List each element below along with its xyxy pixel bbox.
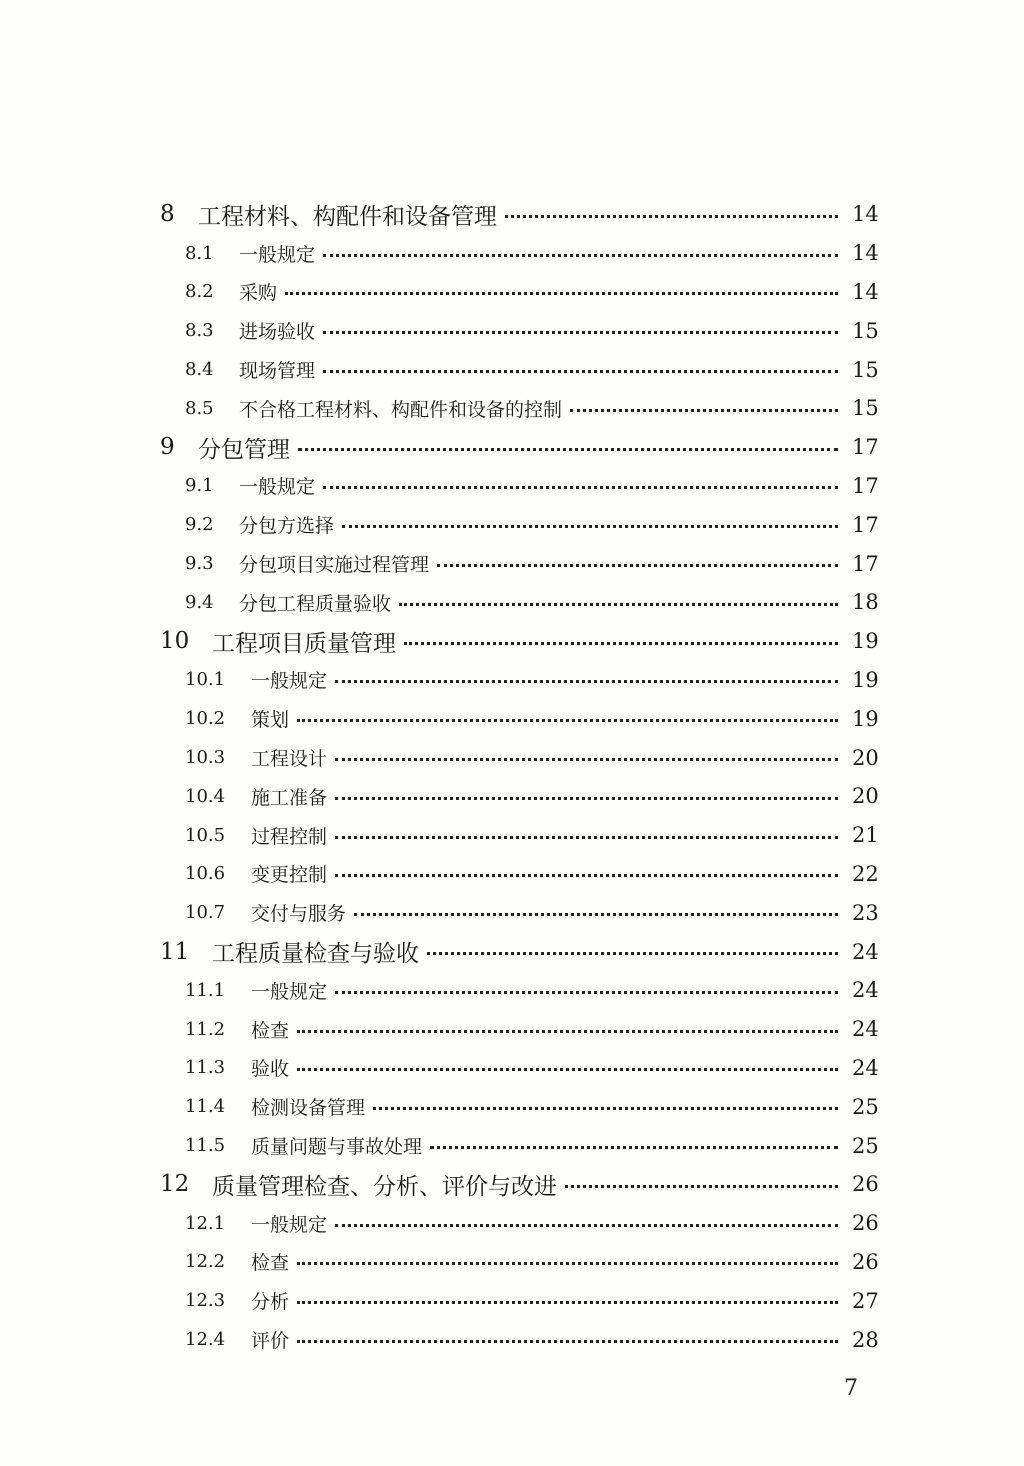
toc-section-entry	[160, 1204, 878, 1243]
toc-entry-title: 一般规定	[239, 243, 316, 266]
toc-dot-leader	[323, 370, 838, 373]
toc-dot-leader	[285, 292, 838, 295]
toc-section-entry	[160, 583, 878, 622]
toc-entry-page: 27	[852, 1288, 879, 1313]
toc-chapter-entry	[160, 195, 878, 234]
toc-entry-page: 15	[852, 396, 879, 421]
toc-entry-page: 17	[852, 473, 879, 498]
toc-entry-number: 8.2	[185, 281, 214, 303]
toc-section-entry	[160, 816, 878, 855]
toc-section-entry	[160, 234, 878, 273]
toc-entry-title: 分包项目实施过程管理	[239, 554, 430, 577]
toc-dot-leader	[297, 1068, 838, 1071]
toc-entry-title: 质量问题与事故处理	[251, 1136, 423, 1159]
toc-entry-page: 19	[852, 706, 879, 731]
toc-entry-title: 验收	[251, 1058, 290, 1081]
toc-entry-number: 12.2	[185, 1251, 226, 1273]
toc-entry-number: 10.5	[185, 824, 226, 846]
toc-dot-leader	[297, 1301, 838, 1304]
toc-dot-leader	[297, 719, 838, 722]
toc-entry-number: 11	[160, 938, 190, 965]
toc-entry-page: 26	[852, 1211, 879, 1236]
toc-entry-number: 12.1	[185, 1212, 226, 1234]
toc-entry-title: 工程质量检查与验收	[212, 941, 419, 968]
toc-section-entry	[160, 1281, 878, 1320]
toc-dot-leader	[373, 1107, 838, 1110]
toc-entry-number: 8.1	[185, 242, 214, 264]
toc-dot-leader	[335, 680, 838, 683]
toc-entry-page: 28	[852, 1327, 879, 1352]
toc-dot-leader	[297, 1030, 838, 1033]
toc-entry-number: 8.4	[185, 359, 214, 381]
toc-section-entry	[160, 971, 878, 1010]
toc-entry-title: 工程材料、构配件和设备管理	[198, 203, 497, 230]
toc-section-entry	[160, 777, 878, 816]
toc-entry-page: 25	[852, 1094, 879, 1119]
toc-entry-title: 过程控制	[251, 825, 328, 848]
toc-dot-leader	[505, 215, 838, 218]
toc-dot-leader	[335, 758, 838, 761]
toc-section-entry	[160, 505, 878, 544]
toc-entry-title: 策划	[251, 709, 290, 732]
toc-entry-title: 一般规定	[251, 980, 328, 1003]
toc-dot-leader	[430, 1146, 838, 1149]
toc-entry-title: 工程项目质量管理	[212, 630, 396, 657]
toc-entry-number: 12.3	[185, 1290, 226, 1312]
toc-dot-leader	[399, 603, 838, 606]
toc-entry-number: 8.5	[185, 397, 214, 419]
toc-entry-page: 15	[852, 318, 879, 343]
toc-section-entry	[160, 738, 878, 777]
toc-entry-page: 15	[852, 357, 879, 382]
toc-dot-leader	[297, 1262, 838, 1265]
toc-entry-number: 11.4	[185, 1096, 226, 1118]
toc-entry-number: 11.3	[185, 1057, 226, 1079]
toc-chapter-entry	[160, 622, 878, 661]
toc-section-entry	[160, 699, 878, 738]
toc-section-entry	[160, 350, 878, 389]
toc-entry-title: 交付与服务	[251, 903, 347, 926]
toc-dot-leader	[323, 254, 838, 257]
toc-entry-page: 17	[852, 512, 879, 537]
toc-entry-number: 10.3	[185, 747, 226, 769]
toc-entry-number: 9.3	[185, 553, 214, 575]
toc-dot-leader	[323, 331, 838, 334]
toc-entry-page: 25	[852, 1133, 879, 1158]
toc-entry-page: 19	[852, 667, 879, 692]
toc-dot-leader	[335, 797, 838, 800]
toc-entry-number: 8.3	[185, 320, 214, 342]
toc-chapter-entry	[160, 1165, 878, 1204]
toc-entry-number: 11.2	[185, 1018, 226, 1040]
toc-entry-number: 12.4	[185, 1329, 226, 1350]
toc-section-entry	[160, 1126, 878, 1165]
toc-section-entry	[160, 1010, 878, 1049]
toc-dot-leader	[404, 642, 838, 645]
toc-entry-page: 23	[852, 900, 879, 925]
toc-entry-title: 质量管理检查、分析、评价与改进	[212, 1173, 557, 1200]
toc-entry-title: 检测设备管理	[251, 1097, 366, 1120]
toc-entry-title: 检查	[251, 1019, 290, 1042]
toc-entry-title: 分包方选择	[239, 515, 335, 538]
toc-entry-page: 14	[852, 279, 879, 304]
toc-entry-number: 10	[160, 628, 190, 655]
toc-entry-number: 12	[160, 1171, 190, 1198]
toc-entry-page: 26	[852, 1249, 879, 1274]
toc-entry-number: 10.7	[185, 902, 226, 924]
toc-entry-page: 22	[852, 861, 879, 886]
toc-entry-page: 20	[852, 784, 879, 809]
toc-entry-title: 一般规定	[251, 1213, 328, 1236]
toc-dot-leader	[427, 952, 838, 955]
toc-section-entry	[160, 855, 878, 894]
toc-entry-title: 一般规定	[239, 476, 316, 499]
toc-dot-leader	[570, 409, 838, 412]
table-of-contents	[160, 195, 878, 1359]
toc-entry-page: 24	[852, 939, 879, 964]
toc-entry-title: 采购	[239, 282, 278, 305]
toc-entry-page: 14	[852, 241, 879, 266]
toc-section-entry	[160, 311, 878, 350]
toc-entry-page: 14	[852, 202, 879, 227]
toc-entry-page: 19	[852, 629, 879, 654]
toc-entry-number: 9	[160, 434, 175, 461]
toc-section-entry	[160, 1243, 878, 1282]
toc-entry-title: 不合格工程材料、构配件和设备的控制	[239, 398, 563, 421]
toc-entry-page: 17	[852, 435, 879, 460]
toc-chapter-entry	[160, 428, 878, 467]
toc-entry-number: 10.6	[185, 863, 226, 885]
toc-entry-title: 变更控制	[251, 864, 328, 887]
toc-section-entry	[160, 389, 878, 428]
toc-entry-page: 17	[852, 551, 879, 576]
toc-dot-leader	[335, 991, 838, 994]
toc-entry-number: 10.4	[185, 785, 226, 807]
toc-chapter-entry	[160, 932, 878, 971]
toc-dot-leader	[297, 1340, 838, 1343]
toc-entry-page: 24	[852, 1055, 879, 1080]
toc-entry-title: 评价	[251, 1330, 290, 1352]
toc-section-entry	[160, 273, 878, 312]
toc-section-entry	[160, 1049, 878, 1088]
toc-entry-number: 9.1	[185, 475, 214, 497]
toc-section-entry	[160, 661, 878, 700]
toc-entry-number: 9.2	[185, 514, 214, 536]
toc-section-entry	[160, 1087, 878, 1126]
toc-entry-page: 24	[852, 1017, 879, 1042]
toc-dot-leader	[565, 1185, 838, 1188]
toc-entry-number: 11.5	[185, 1135, 226, 1157]
toc-dot-leader	[335, 836, 838, 839]
toc-section-entry	[160, 544, 878, 583]
toc-entry-title: 工程设计	[251, 748, 328, 771]
toc-entry-page: 21	[852, 823, 879, 848]
toc-entry-title: 一般规定	[251, 670, 328, 693]
toc-dot-leader	[335, 874, 838, 877]
toc-entry-title: 检查	[251, 1252, 290, 1275]
toc-entry-number: 11.1	[185, 979, 226, 1001]
toc-entry-title: 分包管理	[198, 436, 290, 463]
page-number: 7	[844, 1376, 858, 1401]
toc-entry-page: 24	[852, 978, 879, 1003]
toc-entry-page: 26	[852, 1172, 879, 1197]
toc-entry-title: 施工准备	[251, 786, 328, 809]
toc-dot-leader	[437, 564, 838, 567]
toc-entry-page: 20	[852, 745, 879, 770]
toc-section-entry	[160, 467, 878, 506]
toc-entry-number: 10.1	[185, 669, 226, 691]
toc-dot-leader	[342, 525, 838, 528]
toc-entry-title: 分包工程质量验收	[239, 592, 392, 615]
toc-entry-page: 18	[852, 590, 879, 615]
toc-section-entry	[160, 1320, 878, 1359]
toc-entry-title: 分析	[251, 1291, 290, 1314]
toc-entry-number: 8	[160, 201, 175, 228]
toc-entry-title: 现场管理	[239, 360, 316, 383]
toc-entry-number: 9.4	[185, 591, 214, 613]
toc-dot-leader	[323, 486, 838, 489]
toc-dot-leader	[354, 913, 838, 916]
toc-section-entry	[160, 893, 878, 932]
toc-entry-number: 10.2	[185, 708, 226, 730]
toc-dot-leader	[335, 1224, 838, 1227]
toc-entry-title: 进场验收	[239, 321, 316, 344]
toc-dot-leader	[298, 448, 838, 451]
